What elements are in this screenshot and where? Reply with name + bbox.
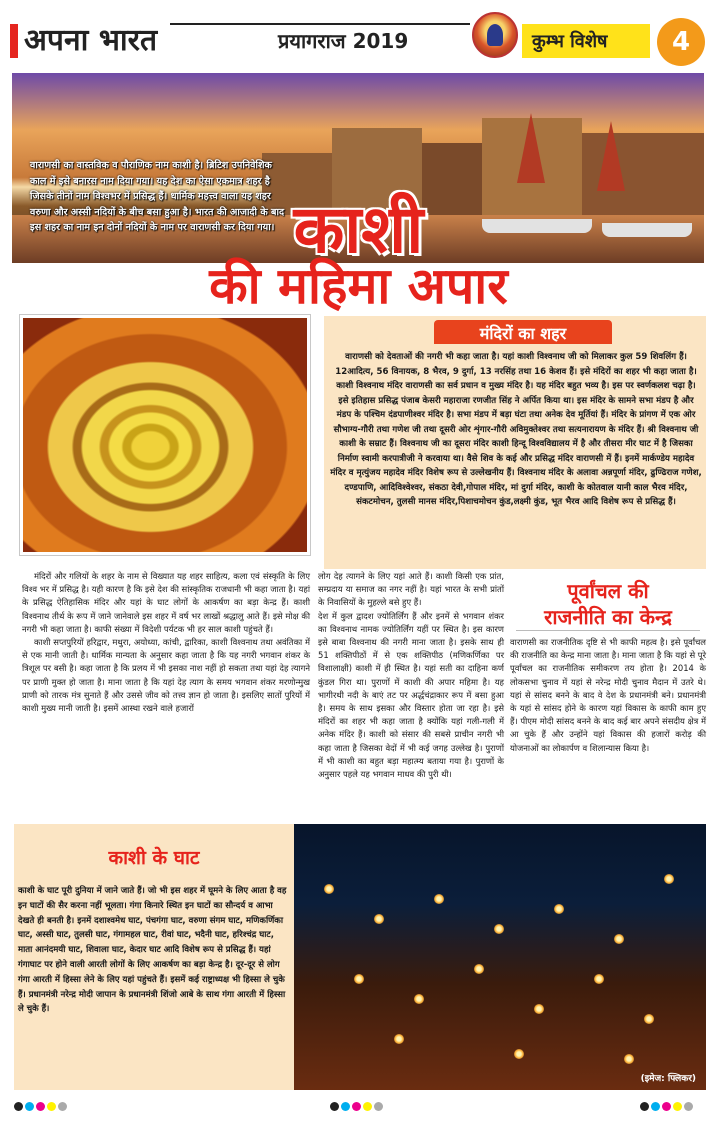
lamp-light bbox=[614, 934, 624, 944]
headline-kashi: काशी bbox=[293, 191, 424, 268]
temple-spire bbox=[597, 121, 625, 191]
article-column-2 bbox=[318, 570, 504, 781]
purvanchal-title-line2: राजनीति का केन्द्र bbox=[544, 605, 672, 629]
photo-frame bbox=[20, 315, 310, 555]
temples-sidebar-box bbox=[324, 316, 706, 569]
lamp-light bbox=[324, 884, 334, 894]
divider bbox=[516, 630, 700, 631]
city-year: प्रयागराज 2019 bbox=[278, 29, 409, 53]
header-rule bbox=[170, 23, 470, 25]
hero-caption: वाराणसी का वास्तविक व पौराणिक नाम काशी है। ब्रिटिश उपनिवेशिक काल में इसे बनारस नाम दिया गया। यह देश का ऐसा एकमात्र शहर है जिसके तीनों नाम विश्वभर में प्रसिद्ध हैं। धार्मिक महत्त्व वाला यह शहर वरुणा और अस्सी नदियों के बीच बसा हुआ है। भारत की आजादी के बाद इस शहर का नाम इन दोनों नदियों के नाम पर वाराणसी कर दिया गया। bbox=[30, 160, 285, 233]
headline-mahima: की महिमा अपार bbox=[209, 257, 508, 315]
purvanchal-title-line1: पूर्वांचल की bbox=[567, 579, 649, 603]
lamp-light bbox=[394, 1034, 404, 1044]
purvanchal-heading bbox=[510, 578, 706, 630]
registration-marks bbox=[14, 1102, 67, 1111]
temples-title: मंदिरों का शहर bbox=[479, 324, 567, 343]
lamp-light bbox=[624, 1054, 634, 1064]
lamp-light bbox=[644, 1014, 654, 1024]
page-header bbox=[0, 0, 717, 68]
temples-body: वाराणसी को देवताओं की नगरी भी कहा जाता है। यहां काशी विश्वनाथ जी को मिलाकर कुल 59 शिवलिंग हैं। 12आदित्य, 56 विनायक, 8 भैरव, 9 दुर्गा, 13 नरसिंह तथा 16 केशव हैं। इसे मंदिरों का शहर भी कहा जाता है। काशी विश्वनाथ मंदिर वाराणसी का सर्व प्रधान व मुख्य मंदिर है। यह मंदिर बहुत भव्य है। इस पर स्वर्णकलश चढ़ा है। इसे इतिहास प्रसिद्ध पंजाब केसरी महाराजा रणजीत सिंह ने अर्पित किया था। इस मंदिर के सामने सभा मंडप है और मंडप के पश्चिम दंडपाणीश्वर मंदिर है। सभा मंडप में बड़ा घंटा तथा अनेक देव मूर्तियां हैं। मंदिर के प्रांगण में एक ओर सौभाग्य-गौरी तथा गणेश जी तथा दूसरी ओर शृंगार-गौरी अविमुक्तेश्वर तथा सत्यनारायण के मंदिर हैं। श्री विश्वनाथ जी काशी के सम्राट हैं। विश्वनाथ जी का दूसरा मंदिर काशी हिन्दू विश्वविद्यालय में है और तीसरा मीर घाट में है जिसका निर्माण स्वामी करपात्रीजी ने करवाया था। वैसे शिव के कई और प्रसिद्ध मंदिर वाराणसी में हैं। इनमें मार्कण्डेय महादेव मंदिर व मृत्युंजय महादेव मंदिर विशेष रूप से उल्लेखनीय हैं। विश्वनाथ मंदिर के अलावा अन्नपूर्णा मंदिर, ढुण्ढिराज गणेश, दण्डपाणि, आदिविश्वेश्वर, संकठा देवी,गोपाल मंदिर, मां दुर्गा मंदिर, काशी के कोतवाल यानी काल भैरव मंदिर, संकटमोचन, तुलसी मानस मंदिर,पिशाचमोचन कुंड,लक्ष्मी कुंड, भूत भैरव आदि विशेष रूप से प्रसिद्ध हैं। bbox=[330, 352, 702, 507]
lamp-light bbox=[664, 874, 674, 884]
article-paragraph: देश में कुल द्वादश ज्योतिर्लिंग हैं और इनमें से भगवान शंकर का विश्वनाथ नामक ज्योतिर्लिंग यहीं पर स्थित है। इस कारण इसे बाबा विश्वनाथ की नगरी माना जाता है। इसके साथ ही 51 शक्तिपीठों में से एक शक्तिपीठ (मणिकर्णिका पर विशालाक्षी) काशी में ही स्थित है। यहां सती का दाहिना कर्ण कुंडल गिरा था। पुराणों में काशी की अपार महिमा है। यह भागीरथी नदी के बाएं तट पर अर्द्धचंद्राकार रूप में बसा हुआ है। समय के साथ इसका और विस्तार होता जा रहा है। इसे मंदिरों का शहर भी कहा जाता है क्योंकि यहां गली-गली में अनेक मंदिर हैं। काशी को संसार की सबसे प्राचीन नगरी भी कहा जाता है जिसका वेदों में भी कई जगह उल्लेख है। पुराणों में भी काशी का बहुत बड़ा महात्म्य बताया गया है। पुराणों के अनुसार पहले यह भगवान माधव की पुरी थी। bbox=[318, 610, 504, 780]
lamp-light bbox=[594, 974, 604, 984]
lamp-light bbox=[514, 1049, 524, 1059]
lamp-light bbox=[534, 1004, 544, 1014]
ghats-title: काशी के घाट bbox=[108, 847, 200, 869]
lamp-light bbox=[414, 994, 424, 1004]
article-paragraph: लोग देह त्यागने के लिए यहां आते हैं। काशी किसी एक प्रांत, सम्प्रदाय या समाज का नगर नहीं है। यहां भारत के सभी प्रांतों के निवासियों के मुहल्ले बसे हुए हैं। bbox=[318, 571, 504, 608]
lamp-light bbox=[554, 904, 564, 914]
temples-box-header bbox=[324, 316, 706, 346]
article-column-1 bbox=[22, 570, 310, 715]
purvanchal-body: वाराणसी का राजनीतिक दृष्टि से भी काफी महत्व है। इसे पूर्वांचल की राजनीति का केन्द्र माना जाता है। माना जाता है कि यहां से पूरे पूर्वांचल का राजनीतिक समीकरण तय होता है। 2014 के लोकसभा चुनाव में यहां से नरेन्द्र मोदी चुनाव मैदान में उतरे थे। यहां से सांसद बनने के बाद वे देश के प्रधानमंत्री बने। प्रधानमंत्री के यहां से सांसद होने के कारण यहां विकास के काफी काम हुए हैं। पीएम मोदी सांसद बनने के बाद कई बार अपने संसदीय क्षेत्र में आ चुके हैं और उन्होंने यहां विकास की हजारों करोड़ की योजनाओं का लोकार्पण व शिलान्यास किया है। bbox=[510, 637, 706, 753]
ganga-aarti-photo bbox=[294, 824, 706, 1090]
page-number-badge: 4 bbox=[657, 18, 705, 66]
lamp-light bbox=[494, 924, 504, 934]
section-label: कुम्भ विशेष bbox=[522, 24, 650, 58]
temple-spire bbox=[517, 113, 545, 183]
registration-marks bbox=[640, 1102, 693, 1111]
lamp-light bbox=[434, 894, 444, 904]
kumbh-logo-icon bbox=[472, 12, 518, 58]
registration-marks bbox=[330, 1102, 383, 1111]
article-paragraph: मंदिरों और गलियों के शहर के नाम से विख्यात यह शहर साहित्य, कला एवं संस्कृति के लिए विश्व भर में प्रसिद्ध है। यही कारण है कि इसे देश की सांस्कृतिक राजधानी भी कहा जाता है। यहां के प्रसिद्ध ऐतिहासिक मंदिर और यहां के घाट लोगों के आकर्षण का बड़ा केन्द्र हैं। काशी विश्वनाथ तीर्थ के रूप में जाने जानेवाले इस शहर में वर्ष भर लाखों श्रद्धालु आते हैं। इसे मोक्ष की नगरी भी कहा जाता है। काफी संख्या में विदेशी पर्यटक भी हर साल काशी पहुंचते हैं। bbox=[22, 571, 310, 634]
photo-credit: (इमेज: फ्लिकर) bbox=[640, 1074, 696, 1084]
newspaper-name: अपना भारत bbox=[24, 23, 158, 58]
ghats-body: काशी के घाट पूरी दुनिया में जाने जाते हैं। जो भी इस शहर में घूमने के लिए आता है वह इन घाटों की सैर करना नहीं भूलता। गंगा किनारे स्थित इन घाटों का सौन्दर्य व आभा देखते ही बनती है। इनमें दशाश्वमेध घाट, पंचगंगा घाट, वरुणा संगम घाट, मणिकर्णिका घाट, अस्सी घाट, तुलसी घाट, गंगामहल घाट, रीवां घाट, भदैनी घाट, हरिश्चंद्र घाट, माता आनंदमयी घाट, शिवाला घाट, केदार घाट आदि विशेष रूप से प्रसिद्ध हैं। यहां गंगाघाट पर होने वाली आरती लोगों के लिए आकर्षण का बड़ा केन्द्र है। दूर-दूर से लोग गंगा आरती में हिस्सा लेने के लिए यहां पहुंचते हैं। इसमें कई राष्ट्राध्यक्ष भी हिस्सा ले चुके हैं। प्रधानमंत्री नरेन्द्र मोदी जापान के प्रधानमंत्री शिंजो आबे के साथ गंगा आरती में हिस्सा ले चुके हैं। bbox=[18, 886, 287, 1015]
lamp-light bbox=[374, 914, 384, 924]
lamp-light bbox=[474, 964, 484, 974]
article-paragraph: काशी सप्तपुरियों हरिद्वार, मथुरा, अयोध्या, कांची, द्वारिका, काशी विश्वनाथ तथा अवंतिका में से एक मानी जाती है। धार्मिक मान्यता के अनुसार कहा जाता है कि यह नगरी भगवान शंकर के त्रिशूल पर बसी है। कहा जाता है कि प्रलय में भी इसका नाश नहीं हो सकता तथा यहां देह त्यागने पर प्राणी मुक्त हो जाता है। माना जाता है कि यहां देह त्याग के समय भगवान शंकर मरणोन्मुख प्राणी को तारक मंत्र सुनाते हैं और उससे जीव को तत्त्व ज्ञान हो जाता है। इसलिए सातों पुरियों में काशी मुख्य मानी जाती है। इसमें आस्था रखने वाले हजारों bbox=[22, 637, 310, 714]
lamp-light bbox=[354, 974, 364, 984]
header-accent-bar bbox=[10, 24, 18, 58]
